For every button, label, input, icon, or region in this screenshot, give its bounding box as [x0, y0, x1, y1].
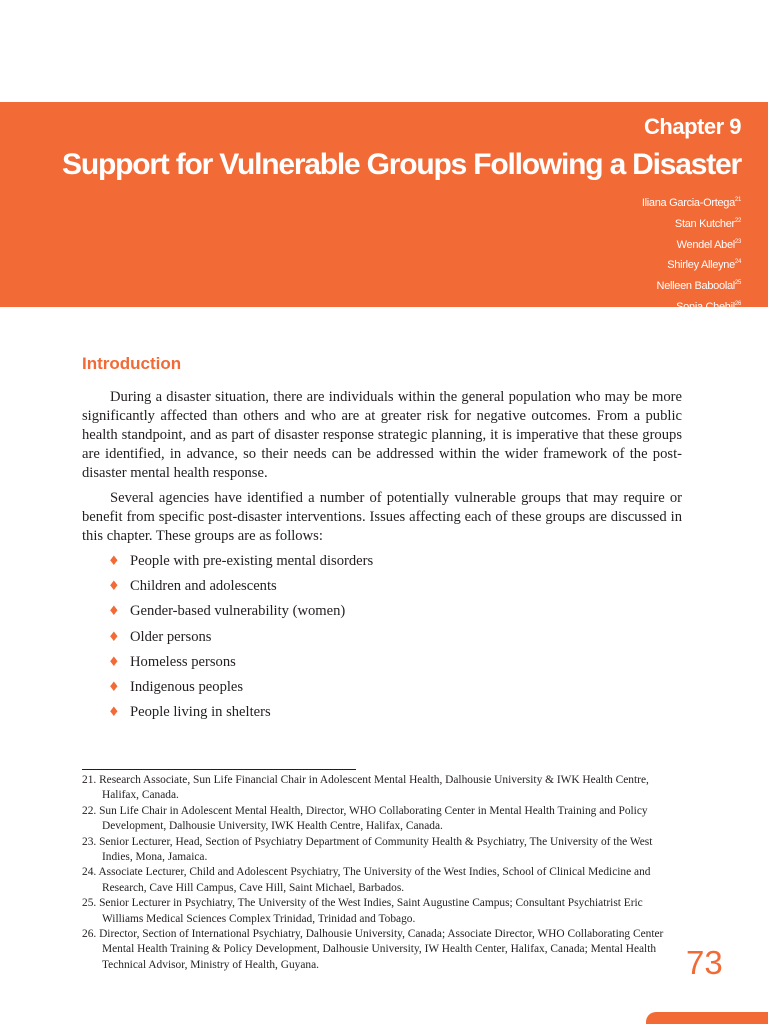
- diamond-bullet-icon: ♦: [108, 604, 120, 620]
- diamond-bullet-icon: ♦: [108, 654, 120, 670]
- list-item-text: Older persons: [130, 628, 212, 645]
- list-item: [82, 577, 682, 602]
- list-item: [82, 653, 682, 678]
- list-item-text: Homeless persons: [130, 653, 236, 670]
- list-item: [82, 602, 682, 627]
- footnote-divider: [82, 769, 356, 770]
- author-name: Stan Kutcher: [674, 217, 735, 230]
- footnote-list: [82, 773, 672, 973]
- list-item-text: Children and adolescents: [130, 578, 277, 595]
- author-footnote-ref[interactable]: 21: [734, 197, 741, 203]
- author-item: [642, 234, 741, 255]
- author-footnote-ref[interactable]: 26: [734, 300, 741, 307]
- author-item: [642, 296, 741, 317]
- author-name: Iliana Garcia-Ortega: [641, 197, 735, 209]
- footnote-item: 23. Senior Lecturer, Head, Section of Psychiatry Department of Community Health & Psychiatry, The University of the West Indies, Mona, Jamaica.: [82, 835, 653, 864]
- corner-tab-decoration: [646, 1012, 768, 1024]
- list-item-text: Gender-based vulnerability (women): [130, 603, 346, 620]
- page-number: 73: [686, 944, 723, 981]
- author-footnote-ref[interactable]: 22: [734, 217, 741, 224]
- chapter-banner: [0, 102, 768, 313]
- intro-paragraph: During a disaster situation, there are individuals within the general population who may be more significantly affected than others and who are at greater risk for negative outcomes. From a public health standpoint, and as part of disaster response strategic planning, it is imperative that these groups are identified, in advance, so their needs can be addressed within the wider framework of the post-disaster mental health response.: [82, 389, 682, 481]
- diamond-bullet-icon: ♦: [108, 705, 120, 721]
- author-name: Wendel Abel: [676, 238, 735, 251]
- list-item: [82, 678, 682, 703]
- list-item-text: People with pre-existing mental disorders: [130, 553, 374, 569]
- chapter-label: Chapter 9: [644, 114, 741, 139]
- author-name: Shirley Alleyne: [667, 259, 735, 272]
- intro-body: [82, 388, 682, 728]
- author-list: [642, 192, 741, 317]
- footnote-item: 24. Associate Lecturer, Child and Adolescent Psychiatry, The University of the West Indies, School of Clinical Medicine and Research, Cave Hill Campus, Cave Hill, Saint Michael, Barbados.: [82, 866, 651, 894]
- footnote-item: 21. Research Associate, Sun Life Financial Chair in Adolescent Mental Health, Dalhousie University & IWK Health Centre, Halifax, Canada.: [82, 774, 649, 802]
- intro-paragraph: Several agencies have identified a number of potentially vulnerable groups that may require or benefit from specific post-disaster interventions. Issues affecting each of these groups are discussed in this chapter. These groups are as follows:: [82, 490, 682, 544]
- footnote-item: 25. Senior Lecturer in Psychiatry, The University of the West Indies, Saint Augustine Campus; Consultant Psychiatrist Eric Williams Medical Sciences Complex Trinidad, Trinidad and Tobago.: [82, 897, 643, 925]
- author-footnote-ref[interactable]: 25: [734, 280, 741, 287]
- vulnerable-groups-list: [82, 552, 682, 728]
- list-item-text: Indigenous peoples: [130, 678, 244, 695]
- list-item-text: People living in shelters: [130, 704, 271, 721]
- author-footnote-ref[interactable]: 24: [734, 259, 741, 266]
- author-item: [642, 275, 741, 296]
- list-item: [82, 703, 682, 728]
- section-heading: Introduction: [82, 354, 182, 373]
- author-item: [642, 192, 741, 213]
- list-item: [82, 552, 682, 577]
- author-item: [642, 254, 741, 275]
- author-footnote-ref[interactable]: 23: [734, 238, 741, 245]
- author-name: Nelleen Baboolal: [656, 280, 735, 293]
- chapter-title: Support for Vulnerable Groups Following a Disaster: [62, 148, 741, 181]
- author-name: Sonia Chehil: [676, 300, 735, 313]
- diamond-bullet-icon: ♦: [108, 629, 120, 645]
- list-item: [82, 628, 682, 653]
- footnote-item: 22. Sun Life Chair in Adolescent Mental Health, Director, WHO Collaborating Center in Mental Health Training and Policy Development, Dalhousie University, IWK Health Centre, Halifax, Canada.: [82, 804, 648, 833]
- diamond-bullet-icon: ♦: [108, 579, 120, 595]
- diamond-bullet-icon: ♦: [108, 679, 120, 695]
- footnote-item: 26. Director, Section of International Psychiatry, Dalhousie University, Canada; Associate Director, WHO Collaborating Center Mental Health Training & Policy Development, Dalhousie University, IW Health Center, Halifax, Canada; Mental Health Technical Advisor, Ministry of Health, Guyana.: [82, 928, 664, 971]
- author-item: [642, 213, 741, 234]
- diamond-bullet-icon: ♦: [108, 554, 120, 569]
